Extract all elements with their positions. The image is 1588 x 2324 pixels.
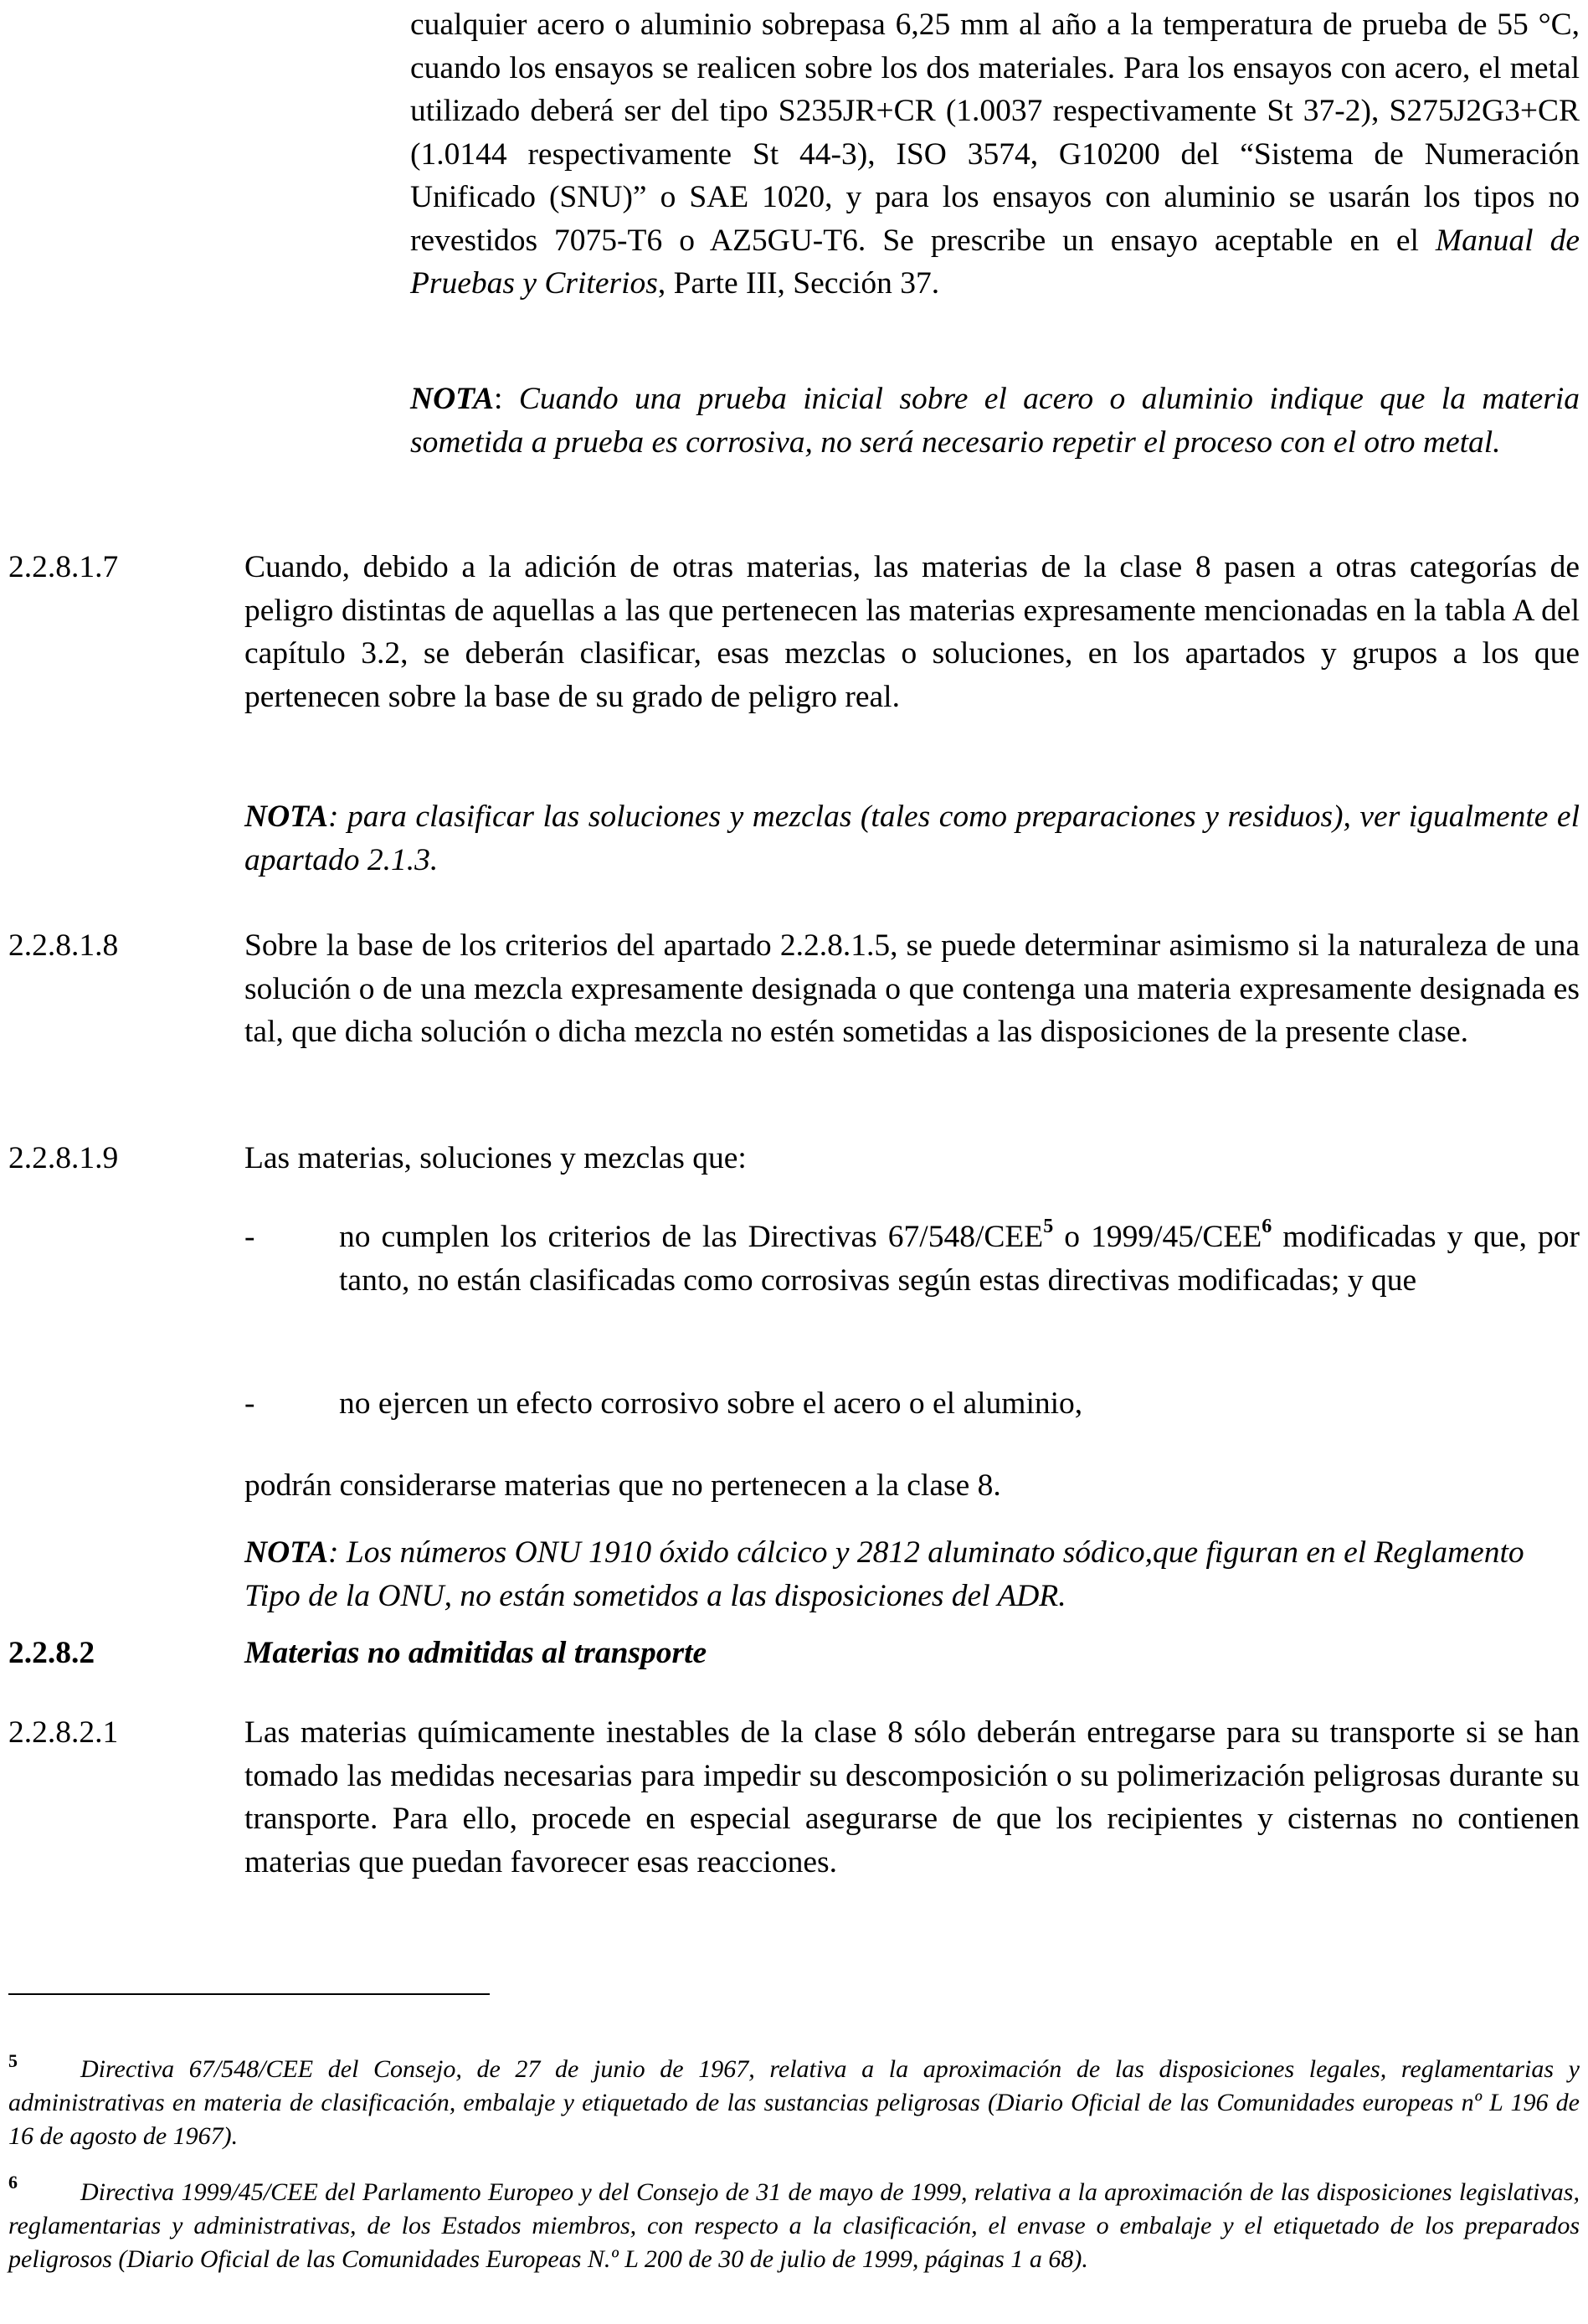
note-text: : Los números ONU 1910 óxido cálcico y 2812 aluminato sódico,que figuran en el Reglamento Tipo de la ONU, no están sometidos a las disposiciones del ADR. xyxy=(244,1535,1524,1613)
continuation-note xyxy=(410,378,1580,464)
footnote-separator xyxy=(8,1993,490,1995)
section-text-2-2-8-2-1: Las materias químicamente inestables de la clase 8 sólo deberán entregarse para su transporte si se han tomado las medidas necesarias para impedir su descomposición o su polimerización peligrosas durante su transporte. Para ello, procede en especial asegurarse de que los recipientes y cisternas no contienen materias que puedan favorecer esas reacciones. xyxy=(244,1715,1580,1879)
list-dash-1: - xyxy=(244,1220,255,1254)
section-text-2-2-8-1-7: Cuando, debido a la adición de otras materias, las materias de la clase 8 pasen a otras categorías de peligro distintas de aquellas a las que pertenecen las materias expresamente mencionadas en la tabla A del capítulo 3.2, se deberán clasificar, esas mezclas o soluciones, en los apartados y grupos a los que pertenecen sobre la base de su grado de peligro real. xyxy=(244,550,1580,714)
continuation-text: cualquier acero o aluminio sobrepasa 6,25 mm al año a la temperatura de prueba de 55 °C, cuando los ensayos se realicen sobre los dos materiales. Para los ensayos con acero, el metal utilizado deberá ser del tipo S235JR+CR (1.0037 respectivamente St 37-2), S275J2G3+CR (1.0144 respectivamente St 44-3), ISO 3574, G10200 del “Sistema de Numeración Unificado (SNU)” o SAE 1020, y para los ensayos con aluminio se usarán los tipos no revestidos 7075-T6 o AZ5GU-T6. Se prescribe un ensayo aceptable en el xyxy=(410,8,1580,258)
section-number-2-2-8-1-9: 2.2.8.1.9 xyxy=(8,1141,119,1175)
continuation-paragraph xyxy=(410,3,1580,306)
section-number-2-2-8-2-1: 2.2.8.2.1 xyxy=(8,1715,119,1750)
section-note-2-2-8-1-7 xyxy=(244,795,1580,882)
section-text-2-2-8-1-8: Sobre la base de los criterios del apartado 2.2.8.1.5, se puede determinar asimismo si la naturaleza de una solución o de una mezcla expresamente designada o que contenga una materia expresamente designada es tal, que dicha solución o dicha mezcla no estén sometidas a las disposiciones de la presente clase. xyxy=(244,928,1580,1049)
list-item-text: modificadas y que, por tanto, no están clasificadas como corrosivas según estas directivas modificadas; y que xyxy=(339,1220,1580,1298)
note-separator: : xyxy=(494,382,519,416)
section-number-2-2-8-1-7: 2.2.8.1.7 xyxy=(8,550,119,584)
note-text: : para clasificar las soluciones y mezclas (tales como preparaciones y residuos), ver igualmente el apartado 2.1.3. xyxy=(244,800,1580,877)
note-text: Cuando una prueba inicial sobre el acero o aluminio indique que la materia sometida a prueba es corrosiva, no será necesario repetir el proceso con el otro metal. xyxy=(410,382,1580,460)
section-intro-2-2-8-1-9: Las materias, soluciones y mezclas que: xyxy=(244,1141,747,1175)
list-dash-2: - xyxy=(244,1386,255,1421)
manual-reference: Manual de Pruebas y Criterios xyxy=(410,223,1580,301)
list-item-text: o 1999/45/CEE xyxy=(1053,1220,1262,1254)
footnote-mark-6: 6 xyxy=(8,2172,18,2193)
note-label: NOTA xyxy=(410,382,495,416)
footnote-ref-5[interactable]: 5 xyxy=(1043,1215,1054,1237)
footnote-ref-6[interactable]: 6 xyxy=(1262,1215,1272,1237)
section-conclusion-2-2-8-1-9: podrán considerarse materias que no pertenecen a la clase 8. xyxy=(244,1468,1001,1503)
footnote-5: Directiva 67/548/CEE del Consejo, de 27 de junio de 1967, relativa a la aproximación de las disposiciones legales, reglamentarias y administrativas en materia de clasificación, embalaje y etiquetado de las sustancias peligrosas (Diario Oficial de las Comunidades europeas nº L 196 de 16 de agosto de 1967). xyxy=(8,2055,1580,2150)
section-number-2-2-8-2: 2.2.8.2 xyxy=(8,1636,95,1670)
footnote-mark-5: 5 xyxy=(8,2050,18,2071)
list-item-1 xyxy=(339,1216,1580,1302)
section-title-2-2-8-2: Materias no admitidas al transporte xyxy=(244,1636,707,1670)
section-number-2-2-8-1-8: 2.2.8.1.8 xyxy=(8,928,119,963)
list-item-text: no cumplen los criterios de las Directivas 67/548/CEE xyxy=(339,1220,1044,1254)
continuation-tail: , Parte III, Sección 37. xyxy=(657,266,940,301)
list-item-2: no ejercen un efecto corrosivo sobre el acero o el aluminio, xyxy=(339,1386,1083,1421)
note-label: NOTA xyxy=(244,800,329,834)
footnote-6: Directiva 1999/45/CEE del Parlamento Europeo y del Consejo de 31 de mayo de 1999, relativa a la aproximación de las disposiciones legislativas, reglamentarias y administrativas, de los Estados miembros, con respecto a la clasificación, el envase o embalaje y el etiquetado de los preparados peligrosos (Diario Oficial de las Comunidades Europeas N.º L 200 de 30 de julio de 1999, páginas 1 a 68). xyxy=(8,2178,1580,2273)
note-label: NOTA xyxy=(244,1535,329,1570)
section-note-2-2-8-1-9 xyxy=(244,1531,1571,1617)
